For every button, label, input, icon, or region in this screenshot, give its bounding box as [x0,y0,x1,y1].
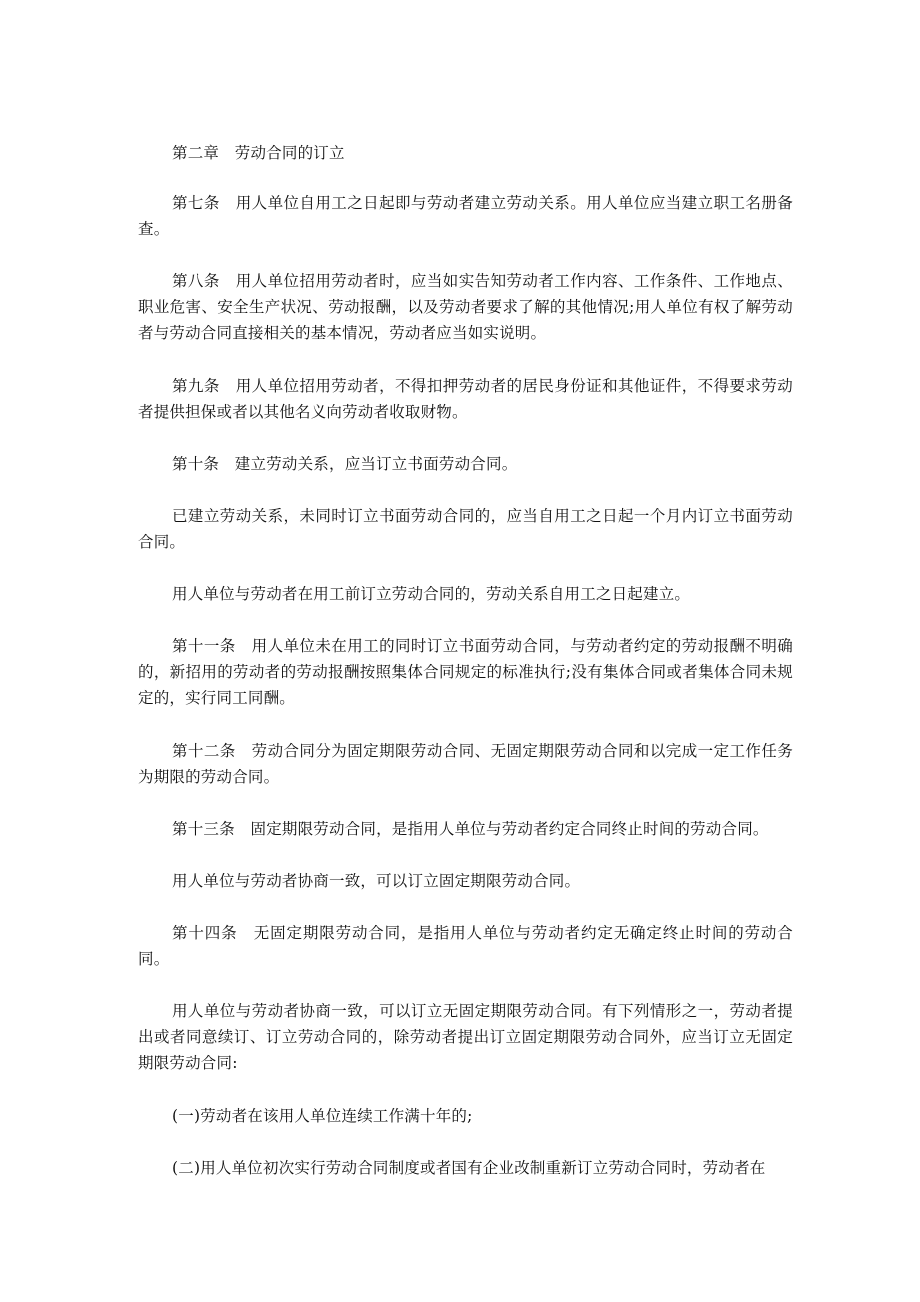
article-10-paragraph-2: 已建立劳动关系，未同时订立书面劳动合同的，应当自用工之日起一个月内订立书面劳动合同。 [138,507,793,551]
article-10-paragraph-3: 用人单位与劳动者在用工前订立劳动合同的，劳动关系自用工之日起建立。 [172,585,691,603]
article-8: 第八条 用人单位招用劳动者时，应当如实告知劳动者工作内容、工作条件、工作地点、职业危害、安全生产状况、劳动报酬，以及劳动者要求了解的其他情况;用人单位有权了解劳动者与劳动合同直接相关的基本情况，劳动者应当如实说明。 [138,272,793,342]
article-14-paragraph-2: 用人单位与劳动者协商一致，可以订立无固定期限劳动合同。有下列情形之一，劳动者提出或者同意续订、订立劳动合同的，除劳动者提出订立固定期限劳动合同外，应当订立无固定期限劳动合同: [138,1002,793,1072]
article-10: 第十条 建立劳动关系，应当订立书面劳动合同。 [172,455,518,473]
chapter-heading: 第二章 劳动合同的订立 [172,144,345,162]
article-7: 第七条 用人单位自用工之日起即与劳动者建立劳动关系。用人单位应当建立职工名册备查。 [138,194,793,238]
article-14-item-1: (一)劳动者在该用人单位连续工作满十年的; [172,1107,473,1125]
article-13: 第十三条 固定期限劳动合同，是指用人单位与劳动者约定合同终止时间的劳动合同。 [172,820,769,838]
article-11: 第十一条 用人单位未在用工的同时订立书面劳动合同，与劳动者约定的劳动报酬不明确的，新招用的劳动者的劳动报酬按照集体合同规定的标准执行;没有集体合同或者集体合同未规定的，实行同工同酬。 [138,637,793,707]
article-14: 第十四条 无固定期限劳动合同，是指用人单位与劳动者约定无确定终止时间的劳动合同。 [138,924,793,968]
article-9: 第九条 用人单位招用劳动者，不得扣押劳动者的居民身份证和其他证件，不得要求劳动者提供担保或者以其他名义向劳动者收取财物。 [138,377,793,421]
article-14-item-2: (二)用人单位初次实行劳动合同制度或者国有企业改制重新订立劳动合同时，劳动者在 [172,1159,766,1177]
article-13-paragraph-2: 用人单位与劳动者协商一致，可以订立固定期限劳动合同。 [172,872,581,890]
article-12: 第十二条 劳动合同分为固定期限劳动合同、无固定期限劳动合同和以完成一定工作任务为期限的劳动合同。 [138,742,793,786]
